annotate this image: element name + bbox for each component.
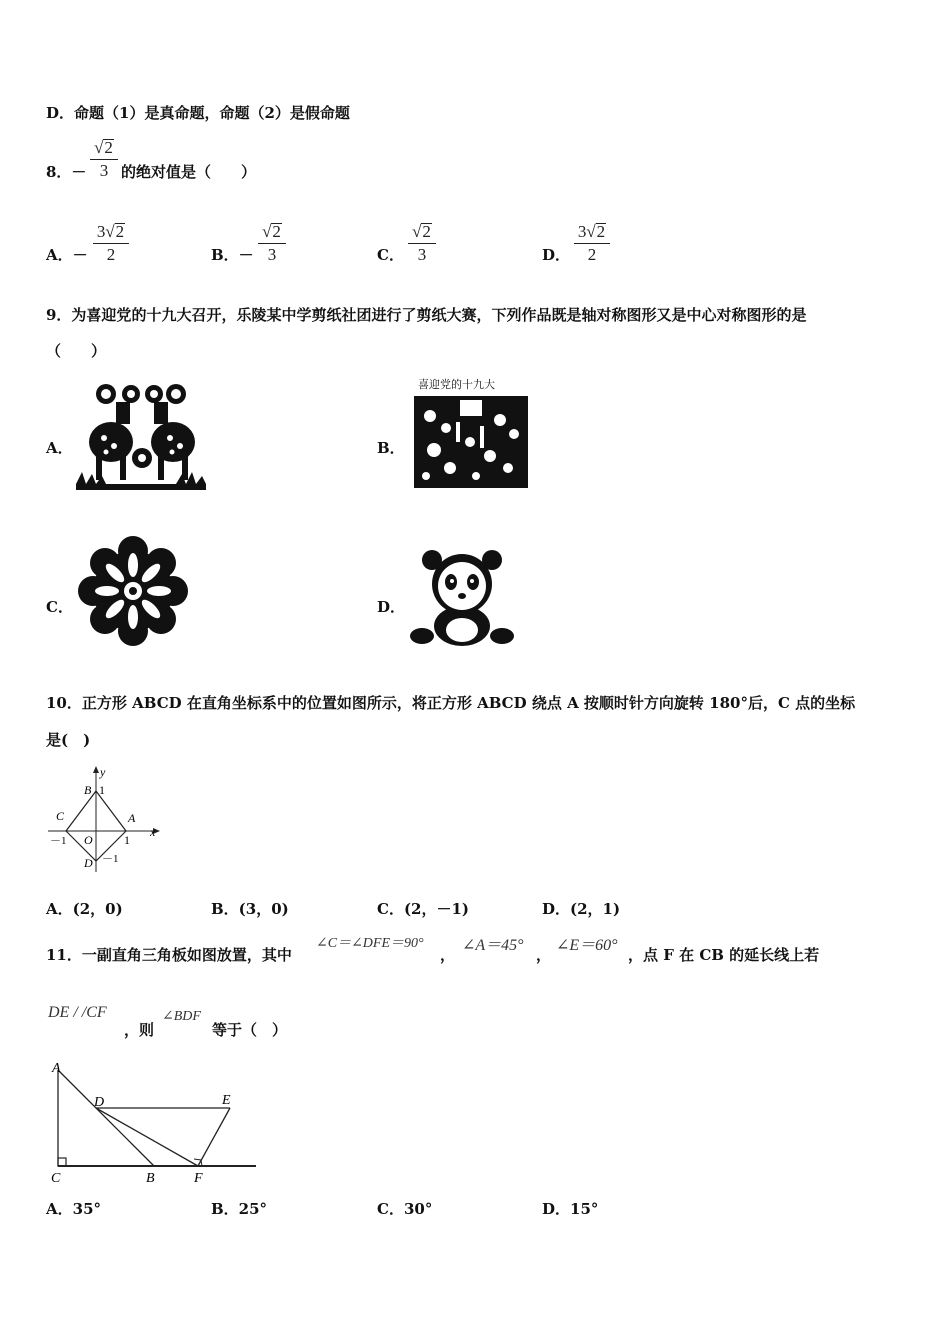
q8-option-b-denominator: 3	[267, 245, 277, 264]
q8-option-d-radicand: 2	[596, 222, 606, 241]
q8-option-c-label: C．	[377, 246, 404, 264]
q10-option-c: C．(2，－1)	[377, 900, 470, 918]
question-9-line2: （ ）	[46, 342, 107, 360]
origin-label: O	[84, 833, 93, 847]
question-8-number: 8．－	[46, 163, 87, 181]
fig11-point-e: E	[222, 1093, 231, 1108]
deer-papercut-image	[76, 380, 208, 492]
q10-option-b: B．(3，0)	[211, 900, 289, 918]
question-8-fraction: √2 3	[90, 138, 118, 181]
option-d-line: D．命题（1）是真命题，命题（2）是假命题	[46, 104, 350, 122]
fig11-point-a: A	[52, 1061, 61, 1076]
triangle-boards-figure	[44, 1058, 260, 1186]
festival-papercut-image	[410, 372, 532, 492]
q8-option-d-label: D．	[542, 246, 571, 264]
axis-x-label: x	[150, 825, 156, 839]
tick-1-x-label: 1	[124, 833, 130, 847]
q8-option-c-fraction: √2 3	[408, 222, 436, 265]
q8-option-b-radicand: 2	[272, 222, 281, 241]
question-9-line1: 9．为喜迎党的十九大召开，乐陵某中学剪纸社团进行了剪纸大赛，下列作品既是轴对称图形又是中心对称图形的是	[46, 306, 807, 324]
question-11-tail2: 等于（ ）	[212, 1021, 288, 1039]
q8-option-c-denominator: 3	[417, 245, 427, 264]
q8-option-a-coef: 3	[96, 222, 106, 241]
q8-option-a-label: A．－	[46, 246, 88, 264]
q11-angle-bdf: ∠BDF	[162, 1009, 201, 1024]
q11-option-c: C．30°	[377, 1200, 433, 1218]
q10-option-a: A．(2，0)	[46, 900, 123, 918]
panda-papercut-image	[410, 546, 514, 650]
question-11-mid: ，则	[124, 1021, 155, 1039]
q8-option-d-fraction: 3√2 2	[574, 222, 610, 265]
q11-angle-c-dfe: ∠C＝∠DFE＝90°	[316, 936, 424, 951]
tick-neg1-x-label: －1	[50, 835, 67, 847]
q9-option-c-label: C．	[46, 598, 73, 616]
q9-option-d-label: D．	[377, 598, 406, 616]
papercut-banner-text: 喜迎党的十九大	[418, 379, 495, 391]
q11-option-a: A．35°	[46, 1200, 102, 1218]
tick-1-y-label: 1	[99, 783, 105, 797]
q11-separator-2: ，	[536, 946, 552, 964]
q10-option-d: D．(2，1)	[542, 900, 621, 918]
tick-neg1-y-label: －1	[102, 853, 119, 865]
q9-option-b-label: B．	[377, 439, 405, 457]
q11-separator-1: ，	[440, 946, 456, 964]
axis-y-label: y	[100, 765, 106, 779]
question-11-lead: 11．一副直角三角板如图放置，其中	[46, 946, 292, 964]
q8-option-c-radicand: 2	[422, 222, 431, 241]
q8-option-d-coef: 3	[577, 222, 587, 241]
fig11-point-b: B	[146, 1171, 155, 1186]
q8-denominator: 3	[99, 161, 109, 180]
question-10-line2: 是( )	[46, 731, 91, 749]
coordinate-square-figure	[44, 764, 164, 876]
point-c-label: C	[56, 809, 65, 823]
q8-option-a-radicand: 2	[115, 222, 125, 241]
flower-papercut-image	[76, 534, 190, 648]
point-a-label: A	[128, 811, 136, 825]
question-8-tail: 的绝对值是（ ）	[121, 163, 257, 181]
q8-option-a-denominator: 2	[106, 245, 116, 264]
q8-option-b-label: B．－	[211, 246, 254, 264]
q11-de-parallel-cf: DE / /CF	[48, 1004, 107, 1021]
q11-option-b: B．25°	[211, 1200, 268, 1218]
q11-angle-e: ∠E＝60°	[556, 937, 618, 954]
point-b-label: B	[84, 783, 92, 797]
q11-angle-a: ∠A＝45°	[462, 937, 524, 954]
q8-option-d-denominator: 2	[587, 245, 597, 264]
question-10-line1: 10．正方形 ABCD 在直角坐标系中的位置如图所示，将正方形 ABCD 绕点 A 按顺时针方向旋转 180°后，C 点的坐标	[46, 694, 856, 712]
q8-option-a-fraction: 3√2 2	[93, 222, 129, 265]
q8-radicand: 2	[104, 138, 113, 157]
question-11-tail1: ，点 F 在 CB 的延长线上若	[628, 946, 820, 964]
fig11-point-f: F	[194, 1171, 203, 1186]
q9-option-a-label: A．	[46, 439, 73, 457]
point-d-label: D	[84, 856, 93, 870]
q8-option-b-fraction: √2 3	[258, 222, 286, 265]
q11-option-d: D．15°	[542, 1200, 599, 1218]
fig11-point-c: C	[51, 1171, 61, 1186]
fig11-point-d: D	[94, 1095, 105, 1110]
